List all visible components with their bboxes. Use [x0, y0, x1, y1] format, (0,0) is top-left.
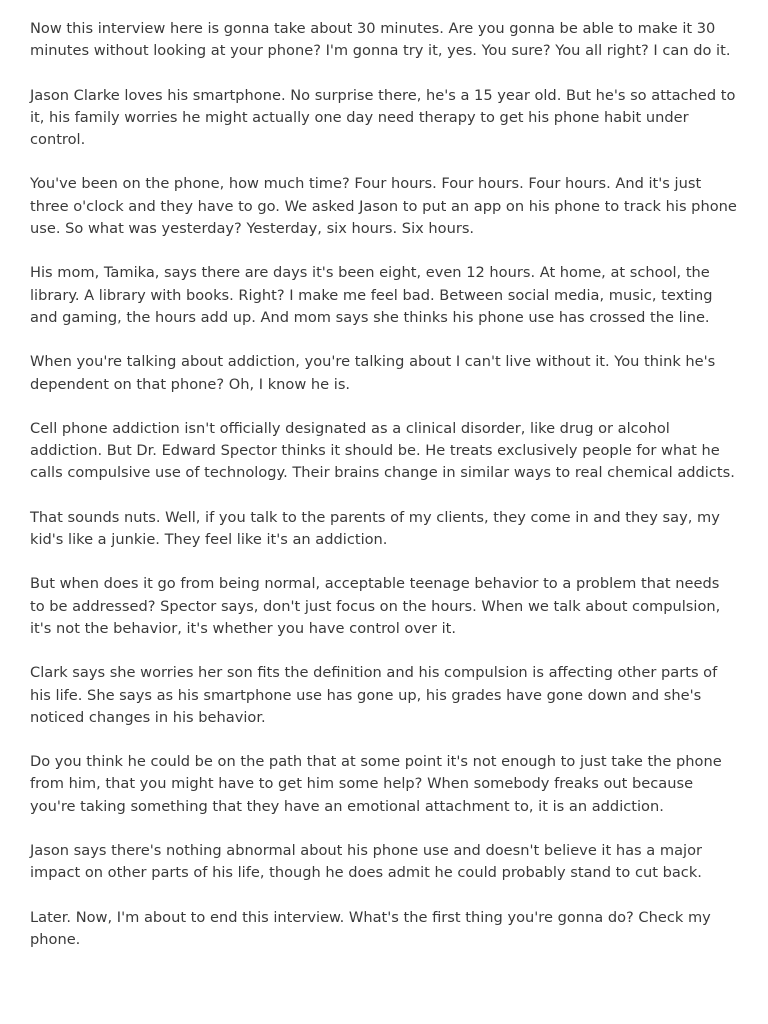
paragraph: That sounds nuts. Well, if you talk to the parents of my clients, they come in and they say, my kid's like a junkie. They feel like it's an addiction. [30, 508, 720, 549]
paragraph: His mom, Tamika, says there are days it's been eight, even 12 hours. At home, at school, the library. A library with books. Right? I make me feel bad. Between social media, music, texting and gaming, the hours add up. And mom says she thinks his phone use has crossed the line. [30, 264, 713, 326]
paragraph: When you're talking about addiction, you're talking about I can't live without it. You think he's dependent on that phone? Oh, I know he is. [30, 353, 716, 393]
paragraph: Cell phone addiction isn't officially designated as a clinical disorder, like drug or alcohol addiction. But Dr. Edward Spector thinks it should be. He treats exclusively people for what he calls compulsive use of technology. Their brains change in similar ways to real chemical addicts. [30, 419, 735, 482]
paragraph: Jason says there's nothing abnormal about his phone use and doesn't believe it has a major impact on other parts of his life, though he does admit he could probably stand to cut back. [30, 842, 703, 882]
paragraph: You've been on the phone, how much time? Four hours. Four hours. Four hours. And it's just three o'clock and they have to go. We asked Jason to put an app on his phone to track his phone use. So what was yesterday? Yesterday, six hours. Six hours. [30, 175, 737, 238]
paragraph: Later. Now, I'm about to end this interview. What's the first thing you're gonna do? Check my phone. [30, 908, 711, 948]
paragraph: But when does it go from being normal, acceptable teenage behavior to a problem that needs to be addressed? Spector says, don't just focus on the hours. When we talk about compulsion, it's not the behavior, it's whether you have control over it. [30, 575, 721, 637]
paragraph: Now this interview here is gonna take about 30 minutes. Are you gonna be able to make it 30 minutes without looking at your phone? I'm gonna try it, yes. You sure? You all right? I can do it. [30, 20, 731, 60]
paragraph: Clark says she worries her son fits the definition and his compulsion is affecting other parts of his life. She says as his smartphone use has gone up, his grades have gone down and she's noticed changes in his behavior. [30, 664, 718, 726]
paragraph: Jason Clarke loves his smartphone. No surprise there, he's a 15 year old. But he's so attached to it, his family worries he might actually one day need therapy to get his phone habit under control. [30, 86, 736, 149]
paragraph: Do you think he could be on the path that at some point it's not enough to just take the phone from him, that you might have to get him some help? When somebody freaks out because you're taking something that they have an emotional attachment to, it is an addiction. [30, 753, 722, 815]
